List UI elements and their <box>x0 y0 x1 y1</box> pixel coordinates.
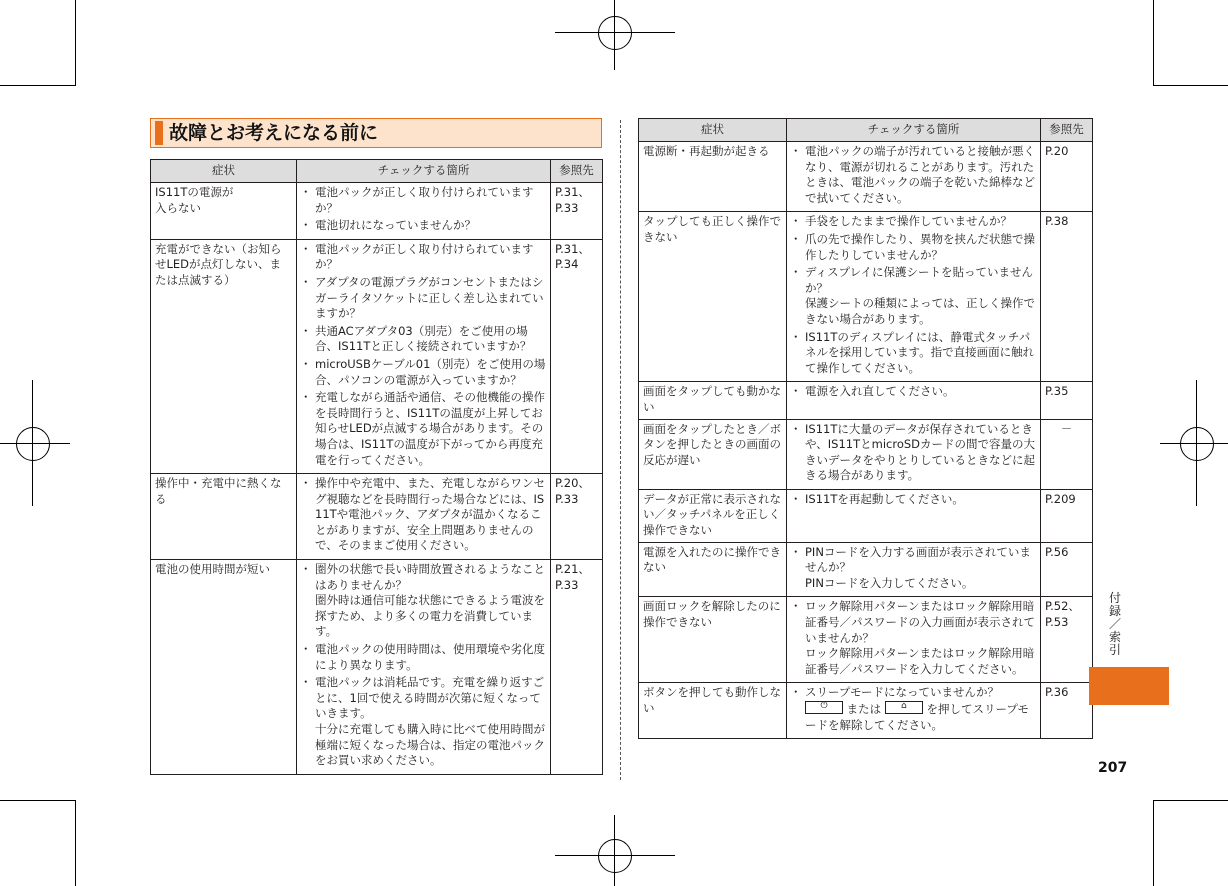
title-accent <box>155 121 163 145</box>
check-cell <box>297 183 551 240</box>
symptom-cell: 画面ロックを解除したのに操作できない <box>639 597 787 683</box>
ref-cell: P.31、 P.33 <box>551 183 603 240</box>
check-text: スリープモードになっていませんか？ <box>805 685 1000 700</box>
ref-cell: P.52、 P.53 <box>1041 597 1093 683</box>
table-row <box>639 542 1093 597</box>
check-item: ・ IS11Tに大量のデータが保存されているときや、IS11TとmicroSDカードの間で容量の大きいデータをやりとりしているときなどに起きる場合があります。 <box>791 422 1036 484</box>
check-item: ・ 爪の先で操作したり、異物を挟んだ状態で操作したりしていませんか？ <box>791 232 1036 263</box>
check-cell <box>787 683 1041 739</box>
power-key-icon: ⏻ <box>805 701 843 714</box>
check-text: を押してスリープモードを解除してください。 <box>805 702 1029 732</box>
side-index-tab <box>1089 667 1169 705</box>
ref-cell: － <box>1041 419 1093 489</box>
ref-cell: P.38 <box>1041 212 1093 382</box>
table-row <box>151 239 603 473</box>
table-row <box>639 419 1093 489</box>
symptom-cell: タップしても正しく操作できない <box>639 212 787 382</box>
check-item: ・ 電源を入れ直してください。 <box>791 384 1036 400</box>
table-row <box>639 142 1093 212</box>
col-header-check: チェックする箇所 <box>787 119 1041 142</box>
check-item: ・ ディスプレイに保護シートを貼っていませんか？ 保護シートの種類によっては、正しく操作できない場合があります。 <box>791 265 1036 327</box>
ref-cell: P.209 <box>1041 489 1093 542</box>
check-item: ・ 電池パックが正しく取り付けられていますか？ <box>301 185 546 216</box>
symptom-cell: 画面をタップしたとき／ボタンを押したときの画面の反応が遅い <box>639 419 787 489</box>
check-item: ・ 圏外の状態で長い時間放置されるようなことはありませんか？ 圏外時は通信可能な状態にできるよう電波を探すため、より多くの電力を消費しています。 <box>301 562 546 640</box>
symptom-cell: データが正常に表示されない／タッチパネルを正しく操作できない <box>639 489 787 542</box>
table-row <box>639 212 1093 382</box>
symptom-cell: 電源断・再起動が起きる <box>639 142 787 212</box>
check-cell <box>297 560 551 775</box>
check-item: ・ PINコードを入力する画面が表示されていませんか？ PINコードを入力してください。 <box>791 545 1036 592</box>
ref-cell: P.20 <box>1041 142 1093 212</box>
check-item: ・ IS11Tを再起動してください。 <box>791 492 1036 508</box>
col-header-symptom: 症状 <box>639 119 787 142</box>
table-row <box>151 183 603 240</box>
troubleshooting-table-left <box>150 159 603 775</box>
check-item: ・ ロック解除用パターンまたはロック解除用暗証番号／パスワードの入力画面が表示されていませんか？ ロック解除用パターンまたはロック解除用暗証番号／パスワードを入力してください。 <box>791 599 1036 677</box>
symptom-cell: 充電ができない（お知らせLEDが点灯しない、または点滅する） <box>151 239 297 473</box>
symptom-cell: 画面をタップしても動かない <box>639 382 787 419</box>
table-row <box>639 683 1093 739</box>
col-header-ref: 参照先 <box>551 160 603 183</box>
check-item: ・ IS11Tのディスプレイには、静電式タッチパネルを採用しています。指で直接画面に触れて操作してください。 <box>791 330 1036 377</box>
table-row <box>639 382 1093 419</box>
check-cell <box>297 239 551 473</box>
check-item: ・ 手袋をしたままで操作していませんか？ <box>791 214 1036 230</box>
check-item: ・ 操作中や充電中、また、充電しながらワンセグ視聴などを長時間行った場合などには、IS11Tや電池パック、アダプタが温かくなることがありますが、安全上問題ありませんので、そのままご使用ください。 <box>301 476 546 554</box>
table-header-row <box>151 160 603 183</box>
troubleshooting-table-right <box>638 118 1093 739</box>
ref-cell: P.21、 P.33 <box>551 560 603 775</box>
ref-cell: P.35 <box>1041 382 1093 419</box>
check-item: ・ 電池パックの使用時間は、使用環境や劣化度により異なります。 <box>301 642 546 673</box>
check-item: ・ 電池切れになっていませんか？ <box>301 218 546 234</box>
check-cell <box>787 597 1041 683</box>
check-cell <box>787 419 1041 489</box>
section-title-bar <box>150 118 602 148</box>
check-cell <box>297 474 551 560</box>
check-item: ・ 電池パックが正しく取り付けられていますか？ <box>301 242 546 273</box>
section-title: 故障とお考えになる前に <box>169 122 379 144</box>
check-item: ・ 電池パックの端子が汚れていると接触が悪くなり、電源が切れることがあります。汚れたときは、電池パックの端子を乾いた綿棒などで拭いてください。 <box>791 144 1036 206</box>
check-text: または <box>846 702 882 716</box>
col-header-symptom: 症状 <box>151 160 297 183</box>
symptom-cell: ボタンを押しても動作しない <box>639 683 787 739</box>
check-item: ・ アダプタの電源プラグがコンセントまたはシガーライタソケットに正しく差し込まれていますか？ <box>301 275 546 322</box>
check-item: ・ 共通ACアダプタ03（別売）をご使用の場合、IS11Tと正しく接続されていますか？ <box>301 324 546 355</box>
ref-cell: P.36 <box>1041 683 1093 739</box>
symptom-cell: 電池の使用時間が短い <box>151 560 297 775</box>
check-cell <box>787 542 1041 597</box>
symptom-cell: 操作中・充電中に熱くなる <box>151 474 297 560</box>
table-row <box>151 474 603 560</box>
table-row <box>639 597 1093 683</box>
ref-cell: P.56 <box>1041 542 1093 597</box>
col-header-ref: 参照先 <box>1041 119 1093 142</box>
table-row <box>151 560 603 775</box>
check-cell <box>787 142 1041 212</box>
check-cell <box>787 382 1041 419</box>
check-cell <box>787 212 1041 382</box>
check-item: ・ 電池パックは消耗品です。充電を繰り返すごとに、1回で使える時間が次第に短くなっていきます。 十分に充電しても購入時に比べて使用時間が極端に短くなった場合は、指定の電池パックをお買い求めください。 <box>301 675 546 769</box>
page-number: 207 <box>1098 760 1128 776</box>
col-header-check: チェックする箇所 <box>297 160 551 183</box>
table-row <box>639 489 1093 542</box>
check-item: ・ microUSBケーブル01（別売）をご使用の場合、パソコンの電源が入っていますか？ <box>301 357 546 388</box>
column-divider <box>620 120 621 780</box>
ref-cell: P.20、 P.33 <box>551 474 603 560</box>
table-header-row <box>639 119 1093 142</box>
side-index-label: 付 録 ／ 索 引 <box>1108 591 1121 657</box>
symptom-cell: 電源を入れたのに操作できない <box>639 542 787 597</box>
check-item: ・ 充電しながら通話や通信、その他機能の操作を長時間行うと、IS11Tの温度が上昇してお知らせLEDが点滅する場合があります。その場合は、IS11Tの温度が下がってから再度充電を行ってください。 <box>301 390 546 468</box>
symptom-cell: IS11Tの電源が 入らない <box>151 183 297 240</box>
check-item <box>791 685 1036 733</box>
check-cell <box>787 489 1041 542</box>
home-key-icon: ⌂ <box>885 701 923 714</box>
ref-cell: P.31、 P.34 <box>551 239 603 473</box>
